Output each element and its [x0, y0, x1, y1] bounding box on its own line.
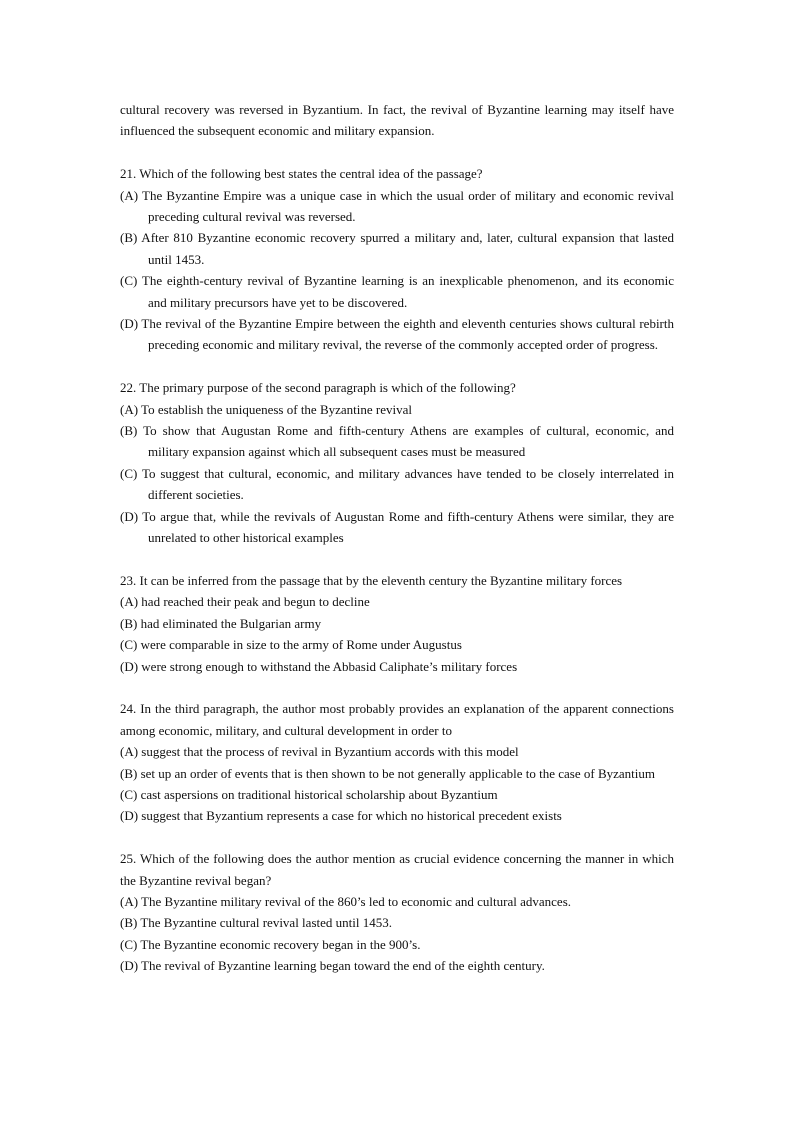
- answer-option: (C) cast aspersions on traditional historical scholarship about Byzantium: [120, 786, 498, 802]
- answer-option: (B) The Byzantine cultural revival lasted until 1453.: [120, 915, 392, 931]
- answer-option: (C) To suggest that cultural, economic, and military advances have tended to be closely interrelated in different societies.: [120, 465, 674, 503]
- answer-option: (C) The eighth-century revival of Byzantine learning is an inexplicable phenomenon, and its economic and military precursors have yet to be discovered.: [120, 273, 674, 310]
- question-23: [120, 570, 674, 677]
- answer-option: (A) suggest that the process of revival in Byzantium accords with this model: [120, 744, 519, 760]
- question-stem: 25. Which of the following does the author mention as crucial evidence concerning the manner in which the Byzantine revival began?: [120, 851, 674, 888]
- answer-option: (B) To show that Augustan Rome and fifth-century Athens are examples of cultural, economic, and military expansion against which all subsequent cases must be measured: [120, 423, 674, 460]
- question-stem: 22. The primary purpose of the second paragraph is which of the following?: [120, 380, 516, 396]
- question-stem: 23. It can be inferred from the passage that by the eleventh century the Byzantine military forces: [120, 572, 623, 588]
- document-page: [120, 99, 674, 977]
- answer-option: (D) To argue that, while the revivals of Augustan Rome and fifth-century Athens were similar, they are unrelated to other historical examples: [120, 508, 674, 546]
- answer-option: (A) The Byzantine Empire was a unique case in which the usual order of military and economic revival preceding cultural revival was reversed.: [120, 187, 674, 225]
- answer-option: (D) The revival of Byzantine learning began toward the end of the eighth century.: [120, 958, 545, 974]
- answer-option: (B) set up an order of events that is then shown to be not generally applicable to the case of Byzantium: [120, 765, 656, 781]
- answer-option: (A) To establish the uniqueness of the Byzantine revival: [120, 401, 412, 417]
- question-22: [120, 377, 674, 548]
- answer-option: (C) were comparable in size to the army of Rome under Augustus: [120, 637, 462, 653]
- answer-option: (B) had eliminated the Bulgarian army: [120, 615, 322, 631]
- question-25: [120, 848, 674, 976]
- question-24: [120, 698, 674, 826]
- answer-option: (D) were strong enough to withstand the Abbasid Caliphate’s military forces: [120, 658, 518, 674]
- answer-option: (A) had reached their peak and begun to decline: [120, 594, 370, 610]
- question-stem: 24. In the third paragraph, the author most probably provides an explanation of the apparent connections among economic, military, and cultural development in order to: [120, 701, 674, 738]
- passage-paragraph: cultural recovery was reversed in Byzantium. In fact, the revival of Byzantine learning may itself have influenced the subsequent economic and military expansion.: [120, 102, 674, 139]
- answer-option: (D) The revival of the Byzantine Empire between the eighth and eleventh centuries shows cultural rebirth preceding economic and military revival, the reverse of the commonly accepted order of progress.: [120, 316, 674, 353]
- question-list: [120, 163, 674, 976]
- answer-option: (A) The Byzantine military revival of the 860’s led to economic and cultural advances.: [120, 893, 572, 909]
- answer-option: (D) suggest that Byzantium represents a case for which no historical precedent exists: [120, 808, 562, 824]
- answer-option: (B) After 810 Byzantine economic recovery spurred a military and, later, cultural expansion that lasted until 1453.: [120, 230, 674, 267]
- question-stem: 21. Which of the following best states the central idea of the passage?: [120, 166, 483, 182]
- answer-option: (C) The Byzantine economic recovery began in the 900’s.: [120, 936, 421, 952]
- question-21: [120, 163, 674, 356]
